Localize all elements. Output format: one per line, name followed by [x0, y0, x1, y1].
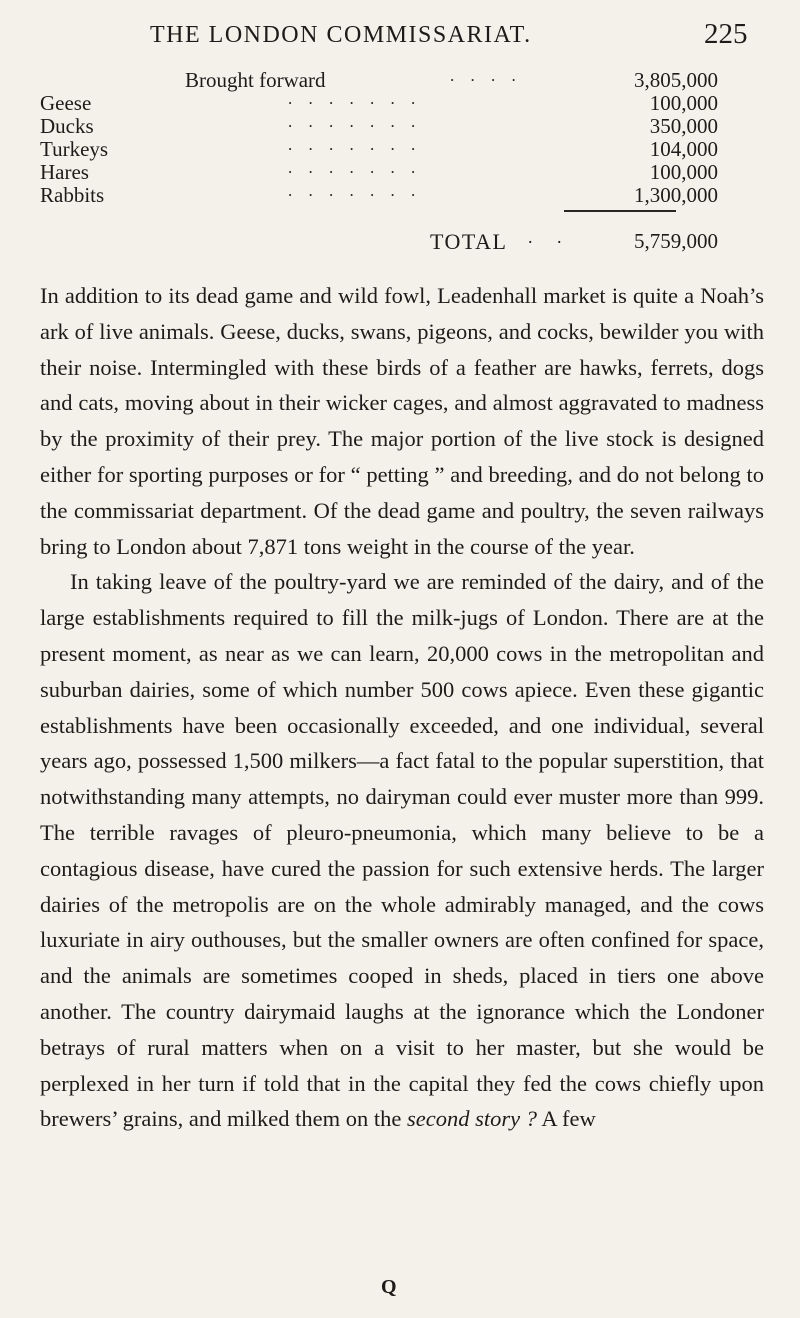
total-label: TOTAL	[430, 229, 508, 254]
paragraph-text: In taking leave of the poultry-yard we are reminded of the dairy, and of the large establishments required to fill the milk-jugs of London. There are at the present moment, as near as we can learn, 20,000 cows in the metropolitan and suburban dairies, some of which number 500 cows apiece. Even these gigantic establishments have been occasionally exceeded, and one individual, several years ago, possessed 1,500 milkers—a fact fatal to the popular superstition, that notwithstanding many attempts, no dairyman could ever muster more than 999. The terrible ravages of pleuro-pneumonia, which many believe to be a contagious disease, have cured the passion for such extensive herds. The larger dairies of the metropolis are on the whole admirably managed, and the cows luxuriate in airy outhouses, but the smaller owners are often confined for space, and the animals are sometimes cooped in sheds, placed in tiers one above another. The country dairymaid laughs at the ignorance which the Londoner betrays of rural matters when on a visit to her master, but she would be perplexed in her turn if told that in the capital they fed the cows chiefly upon brewers’ grains, and milked them on the	[40, 569, 764, 1132]
paragraph-text: A few	[536, 1106, 596, 1132]
ledger-value: 3,805,000	[634, 68, 718, 92]
ledger-label: Hares	[40, 160, 89, 184]
ledger-value: 100,000	[649, 91, 718, 115]
ledger-label: Turkeys	[40, 137, 109, 161]
ledger-label: Geese	[40, 91, 92, 115]
ledger-row	[40, 137, 760, 160]
leader-dots: . . . . . . .	[288, 89, 422, 108]
ledger-label: Rabbits	[40, 183, 105, 207]
leader-dots: . . . . . . .	[288, 158, 422, 177]
ledger-row	[40, 183, 760, 206]
running-title: THE LONDON COMMISSARIAT.	[150, 22, 532, 48]
ledger-total-row	[40, 229, 760, 255]
body-text	[40, 278, 764, 1137]
total-value: 5,759,000	[634, 229, 718, 253]
ledger-value: 100,000	[649, 160, 718, 184]
ledger-row-brought-forward	[40, 68, 760, 91]
paragraph: In addition to its dead game and wild fowl, Leadenhall market is quite a Noah’s ark of live animals. Geese, ducks, swans, pigeons, and cocks, bewilder you with their noise. Intermingled with these birds of a feather are hawks, ferrets, dogs and cats, moving about in their wicker cages, and almost aggravated to madness by the proximity of their prey. The major portion of the live stock is designed either for sporting purposes or for “ petting ” and breeding, and do not belong to the commissariat department. Of the dead game and poultry, the seven railways bring to London about 7,871 tons weight in the course of the year.	[40, 283, 764, 559]
paragraph	[40, 564, 764, 1137]
ledger-row	[40, 160, 760, 183]
ledger-value: 350,000	[649, 114, 718, 138]
total-rule	[564, 210, 676, 212]
running-head	[0, 16, 800, 52]
leader-dots: . .	[528, 227, 572, 247]
leader-dots: . . . .	[450, 66, 522, 85]
ledger-label: Ducks	[40, 114, 94, 138]
leader-dots: . . . . . . .	[288, 135, 422, 154]
leader-dots: . . . . . . .	[288, 181, 422, 200]
ledger-row	[40, 91, 760, 114]
poultry-ledger	[40, 68, 760, 206]
signature-mark: Q	[381, 1276, 397, 1298]
ledger-row	[40, 114, 760, 137]
leader-dots: . . . . . . .	[288, 112, 422, 131]
ledger-label: Brought forward	[185, 68, 326, 92]
italic-phrase: second story ?	[406, 1106, 537, 1132]
ledger-value: 104,000	[649, 137, 718, 161]
ledger-value: 1,300,000	[634, 183, 718, 207]
page-number: 225	[704, 18, 748, 50]
